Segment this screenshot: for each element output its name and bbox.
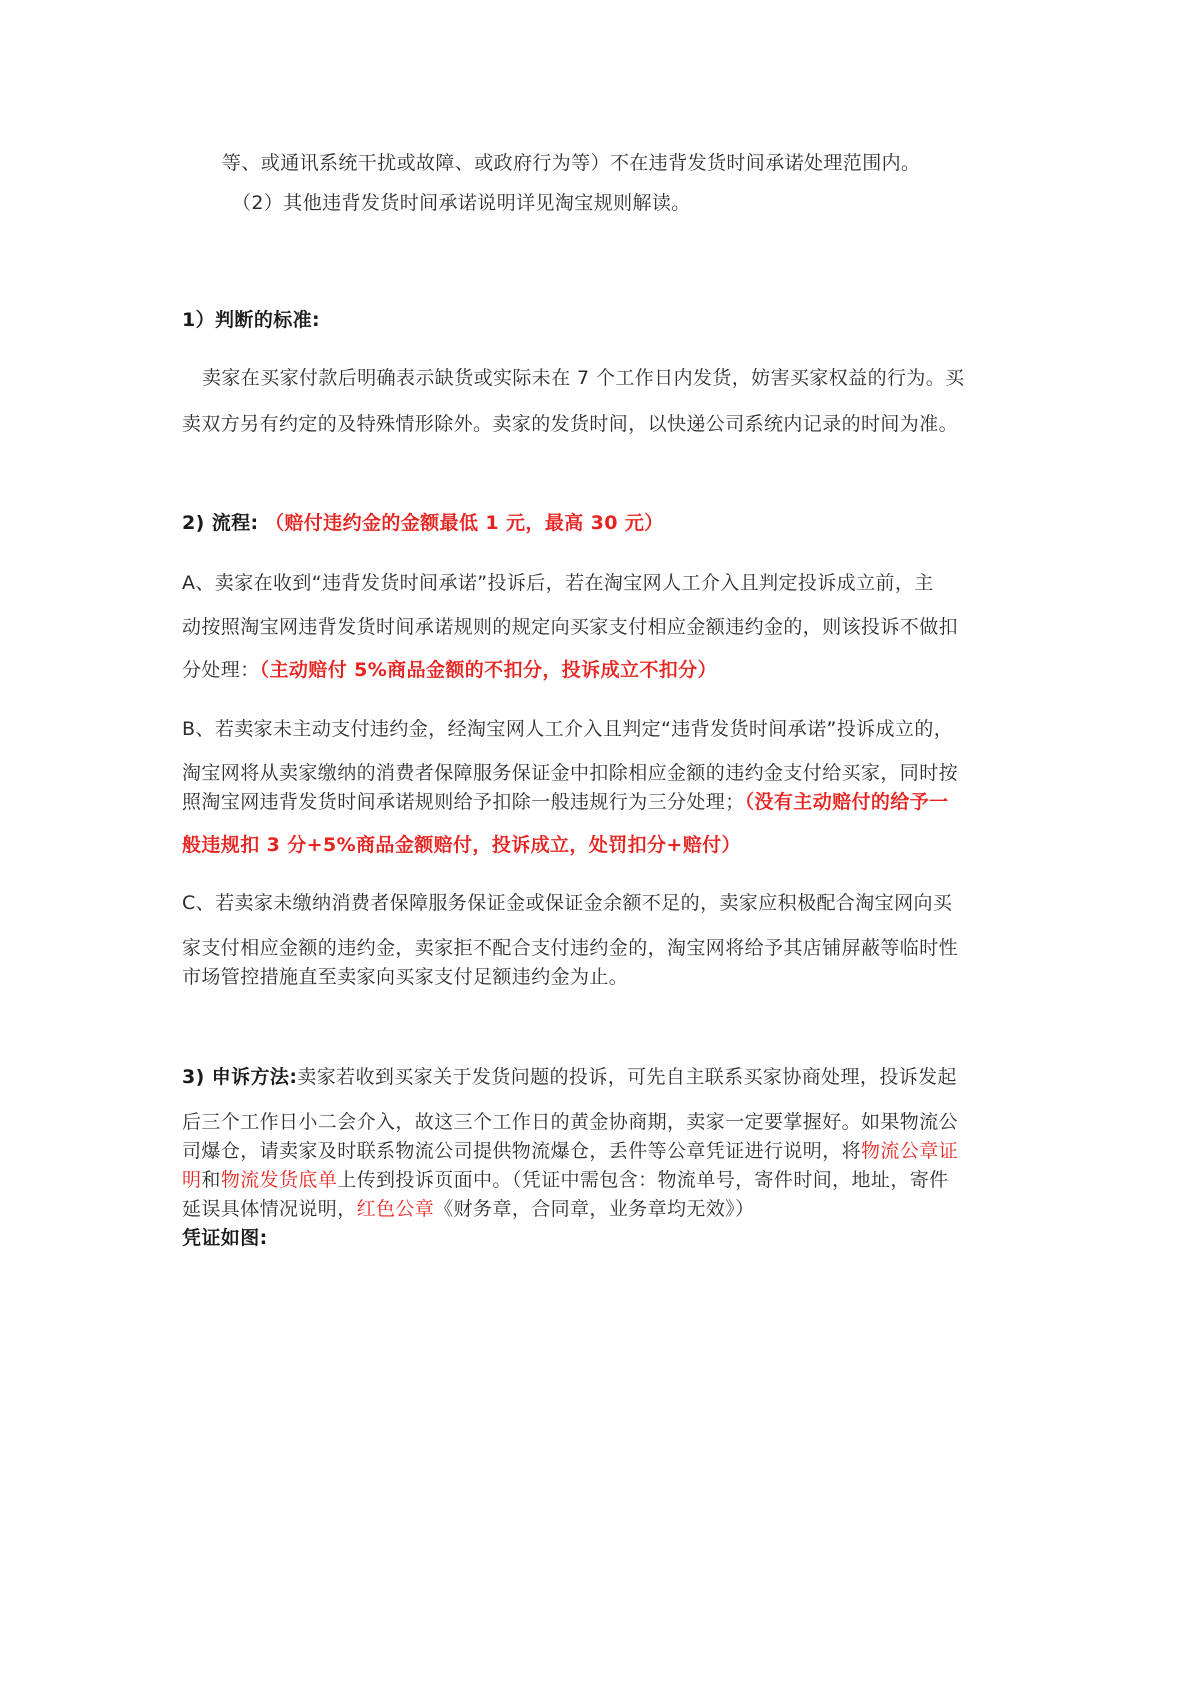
section2-c-line-2: 家支付相应金额的违约金，卖家拒不配合支付违约金的，淘宝网将给予其店铺屏蔽等临时性 bbox=[182, 937, 959, 959]
section2-a-line-2: 动按照淘宝网违背发货时间承诺规则的规定向买家支付相应金额违约金的，则该投诉不做扣 bbox=[182, 616, 959, 638]
section3-line-4 bbox=[182, 1167, 949, 1193]
section3-line-5-end: 《财务章，合同章，业务章均无效》） bbox=[434, 1198, 755, 1220]
section1-heading: 1）判断的标准: bbox=[182, 309, 321, 331]
section3-line-4-text: 上传到投诉页面中。（凭证中需包含：物流单号，寄件时间，地址，寄件 bbox=[337, 1169, 949, 1191]
section2-b-line-3-text: 照淘宝网违背发货时间承诺规则给予扣除一般违规行为三分处理； bbox=[182, 791, 745, 813]
section2-b-line-4 bbox=[182, 832, 741, 858]
section2-b-line-3 bbox=[182, 789, 949, 815]
section2-heading bbox=[182, 510, 664, 536]
section3-line-3-text: 司爆仓，请卖家及时联系物流公司提供物流爆仓，丢件等公章凭证进行说明，将 bbox=[182, 1140, 862, 1162]
section2-b-line-2: 淘宝网将从卖家缴纳的消费者保障服务保证金中扣除相应金额的违约金支付给买家，同时按 bbox=[182, 762, 959, 784]
section3-line-4-red-1: 明 bbox=[182, 1169, 202, 1191]
section3-line-5 bbox=[182, 1196, 755, 1222]
section3-line-1 bbox=[182, 1064, 957, 1090]
section2-a-line-3-text: 分处理： bbox=[182, 659, 260, 681]
section2-a-line-3 bbox=[182, 657, 717, 683]
section3-heading-label: 3) 申诉方法: bbox=[182, 1066, 298, 1088]
section2-a-line-1: A、卖家在收到“违背发货时间承诺”投诉后，若在淘宝网人工介入且判定投诉成立前，主 bbox=[182, 572, 934, 594]
section3-line-2: 后三个工作日小二会介入，故这三个工作日的黄金协商期，卖家一定要掌握好。如果物流公 bbox=[182, 1111, 959, 1133]
section3-line-3-red: 物流公章证 bbox=[861, 1140, 959, 1162]
section2-c-line-1: C、若卖家未缴纳消费者保障服务保证金或保证金余额不足的，卖家应积极配合淘宝网向买 bbox=[182, 892, 953, 914]
top-line-1: 等、或通讯系统干扰或故障、或政府行为等）不在违背发货时间承诺处理范围内。 bbox=[222, 152, 921, 174]
section2-a-note: （主动赔付 5%商品金额的不扣分，投诉成立不扣分） bbox=[259, 659, 717, 681]
voucher-label: 凭证如图: bbox=[182, 1227, 268, 1249]
section3-line-3 bbox=[182, 1138, 958, 1164]
section3-line-4-red-2: 物流发货底单 bbox=[220, 1169, 338, 1191]
section3-line-5-text: 延误具体情况说明， bbox=[182, 1198, 357, 1220]
section2-heading-label: 2) 流程: bbox=[182, 512, 259, 534]
section2-heading-note: （赔付违约金的金额最低 1 元，最高 30 元） bbox=[264, 512, 664, 534]
section1-line-2: 卖双方另有约定的及特殊情形除外。卖家的发货时间，以快递公司系统内记录的时间为准。 bbox=[182, 413, 959, 435]
section3-line-4-mid: 和 bbox=[201, 1169, 221, 1191]
section2-c-line-3: 市场管控措施直至卖家向买家支付足额违约金为止。 bbox=[182, 966, 629, 988]
section2-b-note-start: （没有主动赔付的给予一 bbox=[744, 791, 949, 813]
section3-line-1-text: 卖家若收到买家关于发货问题的投诉，可先自主联系买家协商处理，投诉发起 bbox=[297, 1066, 957, 1088]
section2-b-note-end: 般违规扣 3 分+5%商品金额赔付，投诉成立，处罚扣分+赔付） bbox=[182, 834, 741, 856]
section1-line-1: 卖家在买家付款后明确表示缺货或实际未在 7 个工作日内发货，妨害买家权益的行为。买 bbox=[202, 367, 965, 389]
top-line-2: （2）其他违背发货时间承诺说明详见淘宝规则解读。 bbox=[232, 192, 691, 214]
section2-b-line-1: B、若卖家未主动支付违约金，经淘宝网人工介入且判定“违背发货时间承诺”投诉成立的， bbox=[182, 718, 954, 740]
section3-line-5-red: 红色公章 bbox=[356, 1198, 435, 1220]
